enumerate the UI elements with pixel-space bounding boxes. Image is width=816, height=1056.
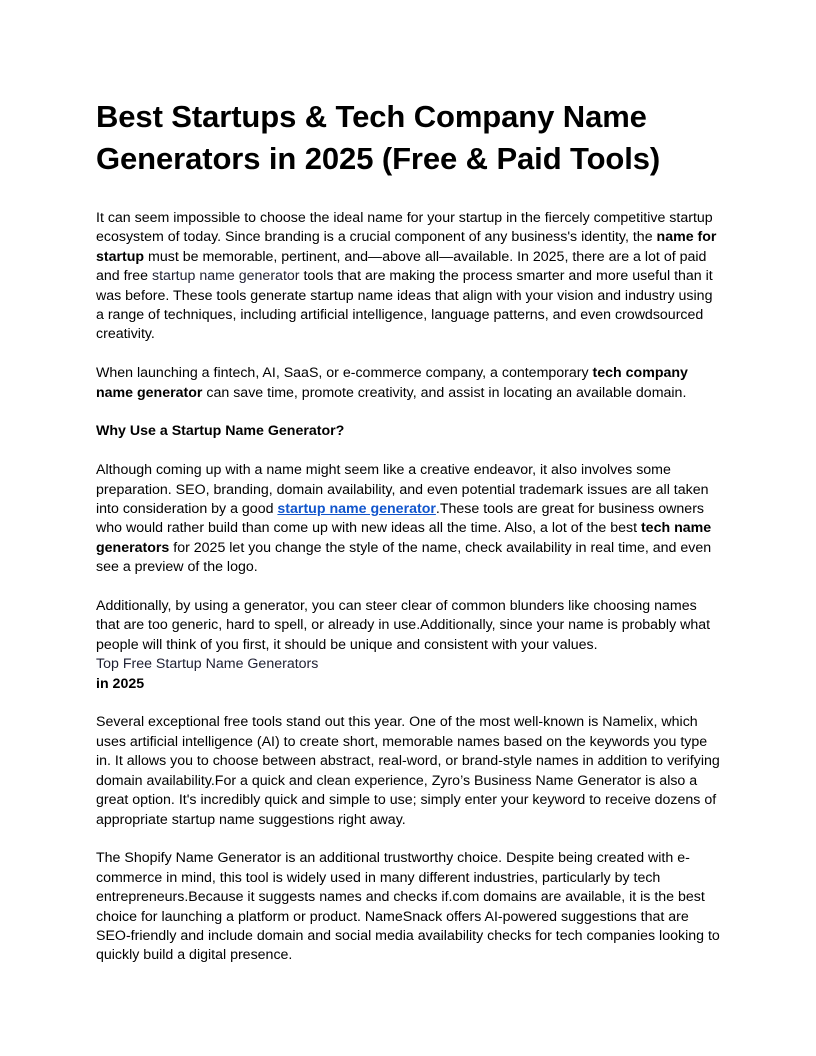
bold-phrase: tech company name generator	[96, 365, 688, 401]
launch-paragraph: When launching a fintech, AI, SaaS, or e-commerce company, a contemporary tech company name generator can save time, promote creativity, and assist in locating an available domain.	[96, 365, 688, 401]
startup-name-generator-link[interactable]: startup name generator	[277, 501, 436, 518]
shopify-paragraph: The Shopify Name Generator is an additional trustworthy choice. Despite being created with e-commerce in mind, this tool is widely used in many different industries, particularly by tech entrepreneurs.Because it suggests names and checks if.com domains are available, it is the best choice for launching a platform or product. NameSnack offers AI-powered suggestions that are SEO-friendly and include domain and social media availability checks for tech companies looking to quickly build a digital presence.	[96, 850, 720, 964]
document-page	[96, 96, 724, 966]
why-paragraph: Although coming up with a name might seem like a creative endeavor, it also involves some preparation. SEO, branding, domain availability, and even potential trademark issues are all taken into consideration by a good startup name generator.These tools are great for business owners who would rather build than come up with new ideas all the time. Also, a lot of the best tech name generators for 2025 let you change the style of the name, check availability in real time, and even see a preview of the logo.	[96, 462, 712, 576]
intro-paragraph: It can seem impossible to choose the ideal name for your startup in the fiercely competitive startup ecosystem of today. Since branding is a crucial component of any business's identity, the name for startup must be memorable, pertinent, and—above all—available. In 2025, there are a lot of paid and free startup name generator tools that are making the process smarter and more useful than it was before. These tools generate startup name ideas that align with your vision and industry using a range of techniques, including artificial intelligence, language patterns, and even crowdsourced creativity.	[96, 210, 717, 343]
free-tools-paragraph: Several exceptional free tools stand out this year. One of the most well-known is Namelix, which uses artificial intelligence (AI) to create short, memorable names based on the keywords you type in. It allows you to choose between abstract, real-word, or brand-style names in addition to verifying domain availability.For a quick and clean experience, Zyro’s Business Name Generator is also a great option. It's incredibly quick and simple to use; simply enter your keyword to receive dozens of appropriate startup name suggestions right away.	[96, 714, 720, 828]
section-heading-why: Why Use a Startup Name Generator?	[96, 423, 345, 440]
startup-name-generator-text: startup name generator	[152, 268, 300, 285]
page-title: Best Startups & Tech Company Name Generators in 2025 (Free & Paid Tools)	[96, 99, 661, 176]
bold-phrase: name for startup	[96, 229, 717, 265]
bold-phrase: tech name generators	[96, 520, 712, 556]
top-free-generators-text: Top Free Startup Name Generators	[96, 656, 319, 673]
blunders-paragraph: Additionally, by using a generator, you can steer clear of common blunders like choosing names that are too generic, hard to spell, or already in use.Additionally, since your name is probably what people will think of you first, it should be unique and consistent with your values.	[96, 598, 711, 653]
section-heading-top-free: Top Free Startup Name Generators in 2025	[96, 655, 724, 694]
